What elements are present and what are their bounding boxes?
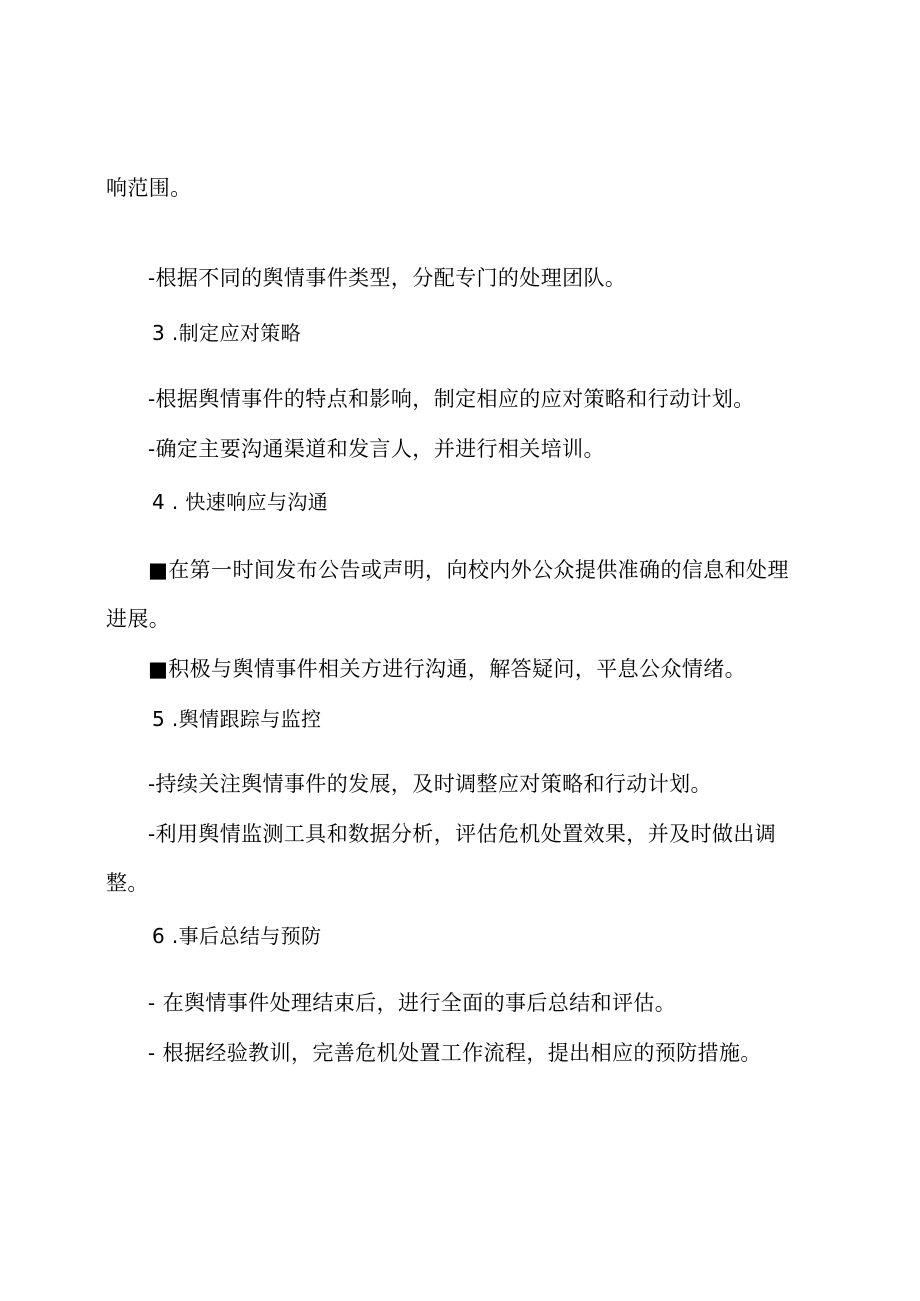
paragraph-continuation: 整。 [106,871,149,895]
paragraph-continuation: 进展。 [106,607,171,631]
list-item: -确定主要沟通渠道和发言人，并进行相关培训。 [148,437,605,461]
list-item: -根据舆情事件的特点和影响，制定相应的应对策略和行动计划。 [148,387,755,411]
list-item: ■积极与舆情事件相关方进行沟通，解答疑问，平息公众情绪。 [148,657,747,681]
list-item: -利用舆情监测工具和数据分析，评估危机处置效果，并及时做出调 [148,822,777,846]
section-heading-6: 6 .事后总结与预防 [152,924,322,948]
list-item: - 根据经验教训，完善危机处置工作流程，提出相应的预防措施。 [148,1041,762,1065]
section-heading-4: 4 . 快速响应与沟通 [152,490,329,514]
list-item: -根据不同的舆情事件类型，分配专门的处理团队。 [148,266,627,290]
paragraph-continuation: 响范围。 [106,176,192,200]
list-item: -持续关注舆情事件的发展，及时调整应对策略和行动计划。 [148,772,712,796]
section-heading-3: 3 .制定应对策略 [152,321,302,345]
section-heading-5: 5 .舆情跟踪与监控 [152,707,322,731]
list-item: - 在舆情事件处理结束后，进行全面的事后总结和评估。 [148,991,677,1015]
list-item: ■在第一时间发布公告或声明，向校内外公众提供准确的信息和处理 [148,558,789,582]
